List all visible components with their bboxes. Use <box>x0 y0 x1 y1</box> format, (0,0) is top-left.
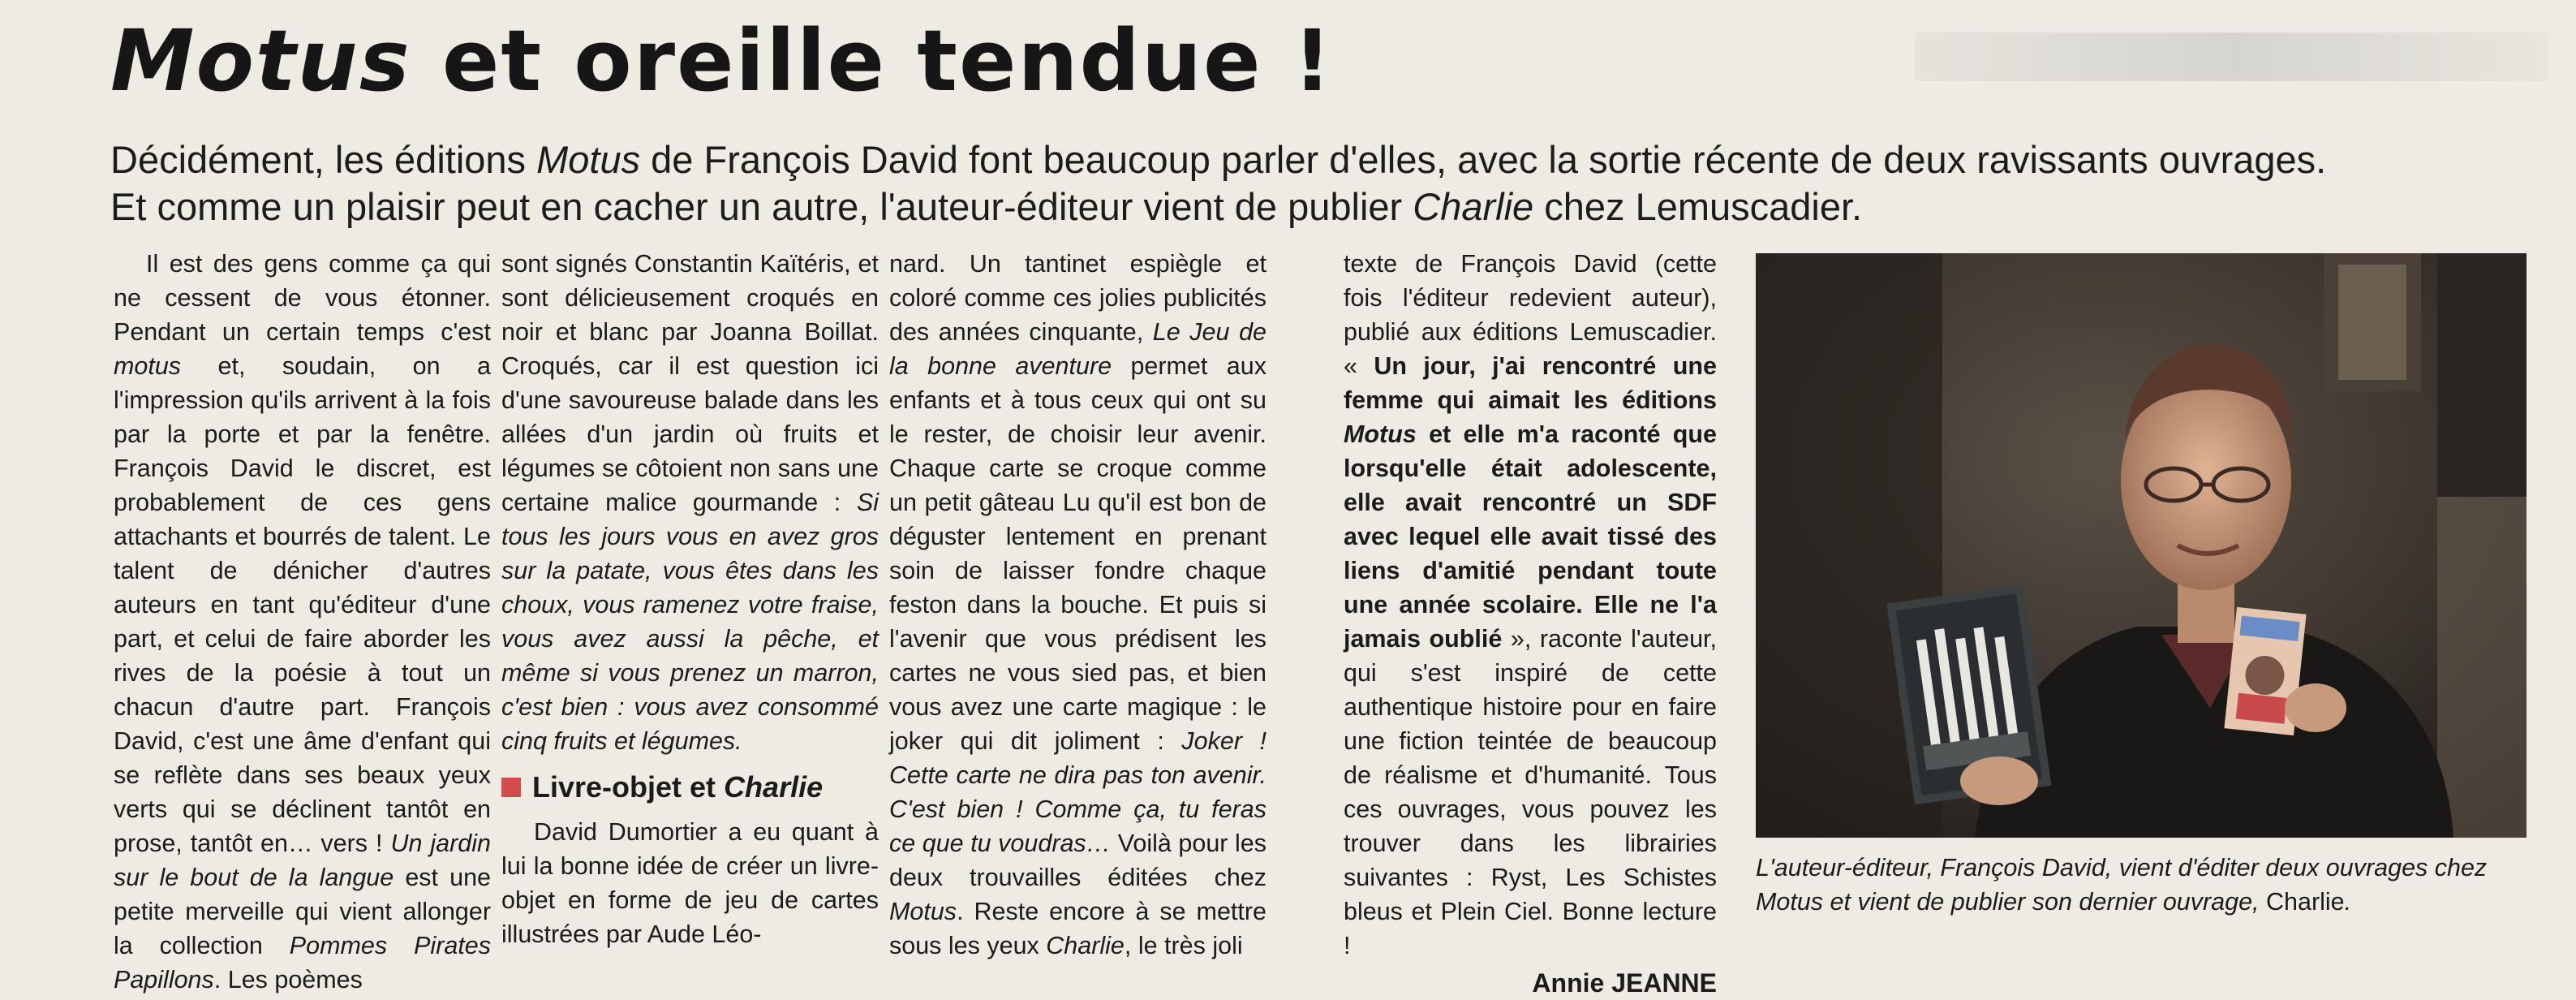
body-italic: Pommes Pirates Papillons <box>114 932 492 994</box>
paragraph <box>1344 247 1717 963</box>
paragraph <box>889 247 1266 963</box>
lede-italic: Charlie <box>1413 185 1534 228</box>
body-italic: Un jardin sur le bout de la langue <box>114 830 492 891</box>
paragraph <box>501 247 879 758</box>
subheading-text: Livre-objet et <box>532 770 716 804</box>
caption-line-2 <box>1756 885 2551 919</box>
body-text: est une petite merveille qui vient allonger la collection <box>114 864 491 959</box>
body-text: permet aux enfants et à tous ceux qui ont su le rester, de choisir leur avenir. Chaque carte se croque comme un petit gâteau Lu qu'il est bon de déguster lentement en prenant soin de laisser fondre chaque feston dans la bouche. Et puis si l'avenir que vous prédisent les cartes ne vous sied pas, et bien vous avez une carte magique : le joker qui dit joliment : <box>889 352 1266 755</box>
subheading-italic: Charlie <box>724 770 824 804</box>
author-signature: Annie JEANNE <box>1532 968 1717 998</box>
photo-caption <box>1756 851 2551 919</box>
body-italic: motus <box>114 352 182 380</box>
body-text: sont signés Constantin Kaïtéris, et sont délicieusement croqués en noir et blanc par Joanna Boillat. Croqués, car il est question ici d'une savoureuse balade dans les allées d'un jardin où fruits et légumes se côtoient non sans une certaine malice gourmande : <box>501 250 879 516</box>
headline-italic: Motus <box>110 11 411 110</box>
quote-bold: et elle m'a raconté que lorsqu'elle était adolescente, elle avait rencontré un SDF avec lequel elle avait tissé des liens d'amitié pendant toute une année scolaire. Elle ne l'a jamais oublié <box>1344 420 1717 653</box>
body-text: nard. Un tantinet espiègle et coloré comme ces jolies publicités des années cinquante, <box>889 250 1266 346</box>
body-text: et, soudain, on a l'impression qu'ils arrivent à la fois par la porte et par la fenêtre. François David le discret, est probablement de ces gens attachants et bourrés de talent. Le talent de dénicher d'autres auteurs en tant qu'éditeur d'une part, et celui de faire aborder les rives de la poésie à tout un chacun d'autre part. François David, c'est une âme d'enfant qui se reflète dans ses beaux yeux verts qui se déclinent tantôt en prose, tantôt en… vers ! <box>114 352 491 857</box>
quote-bold-italic: Motus <box>1344 420 1417 448</box>
body-text: Il est des gens comme ça qui ne cessent de vous étonner. Pendant un certain temps c'est <box>114 250 491 346</box>
lede-text: Et comme un plaisir peut en cacher un autre, l'auteur-éditeur vient de publier <box>110 185 1413 228</box>
body-italic: Motus <box>889 898 957 925</box>
column-3 <box>889 247 1267 959</box>
column-1 <box>114 247 492 994</box>
lede-italic: Motus <box>536 138 641 181</box>
quote-bold: Un jour, j'ai rencontré une femme qui aimait les éditions <box>1344 352 1718 414</box>
body-text: David Dumortier a eu quant à lui la bonne idée de créer un livre-objet en forme de jeu de cartes illustrées par Aude Léo- <box>501 818 879 948</box>
subheading <box>501 768 879 807</box>
photo-illustration <box>1756 253 2527 838</box>
body-text: , le très joli <box>1124 932 1243 959</box>
column-4 <box>1344 247 1718 998</box>
paragraph <box>501 815 879 951</box>
lede <box>110 136 2561 231</box>
bleed-through-headline <box>1915 32 2548 81</box>
body-text: . Reste encore à se mettre sous les yeux <box>889 898 1266 959</box>
lede-text: Décidément, les éditions <box>110 138 537 181</box>
body-italic: Charlie <box>1046 932 1125 959</box>
column-2 <box>501 247 879 948</box>
square-bullet-icon <box>501 778 521 797</box>
body-italic: Si tous les jours vous en avez gros sur la patate, vous êtes dans les choux, vous ramenez votre fraise, vous avez aussi la pêche, et même si vous prenez un marron, c'est bien : vous avez consommé cinq fruits et légumes. <box>501 489 879 755</box>
caption-text: . <box>2344 888 2352 916</box>
body-italic: Joker ! Cette carte ne dira pas ton avenir. C'est bien ! Comme ça, tu feras ce que tu voudras… <box>889 727 1267 857</box>
caption-text: Motus et vient de publier son dernier ouvrage, <box>1756 888 2267 916</box>
caption-roman: Charlie <box>2266 888 2345 916</box>
author-photo <box>1756 253 2527 838</box>
paragraph <box>114 247 491 997</box>
body-italic: Le Jeu de la bonne aventure <box>889 318 1266 380</box>
lede-text: de François David font beaucoup parler d'elles, avec la sortie récente de deux ravissants ouvrages. <box>640 138 2327 181</box>
headline-rest: et oreille tendue ! <box>411 11 1334 110</box>
body-text: texte de François David (cette fois l'éditeur redevient auteur), publié aux éditions Lemuscadier. « <box>1344 250 1717 380</box>
headline <box>110 8 1333 114</box>
lede-line-2 <box>110 183 2561 231</box>
body-text: . Les poèmes <box>213 966 363 994</box>
caption-line-1: L'auteur-éditeur, François David, vient d'éditer deux ouvrages chez <box>1756 854 2488 881</box>
body-text: », raconte l'auteur, qui s'est inspiré de cette authentique histoire pour en faire une fiction teintée de beaucoup de réalisme et d'humanité. Tous ces ouvrages, vous pouvez les trouver dans les librairies suivantes : Ryst, Les Schistes bleus et Plein Ciel. Bonne lecture ! <box>1344 625 1717 959</box>
body-text: Voilà pour les deux trouvailles éditées chez <box>889 830 1266 891</box>
lede-text: chez Lemuscadier. <box>1533 185 1863 228</box>
lede-line-1 <box>110 136 2561 183</box>
